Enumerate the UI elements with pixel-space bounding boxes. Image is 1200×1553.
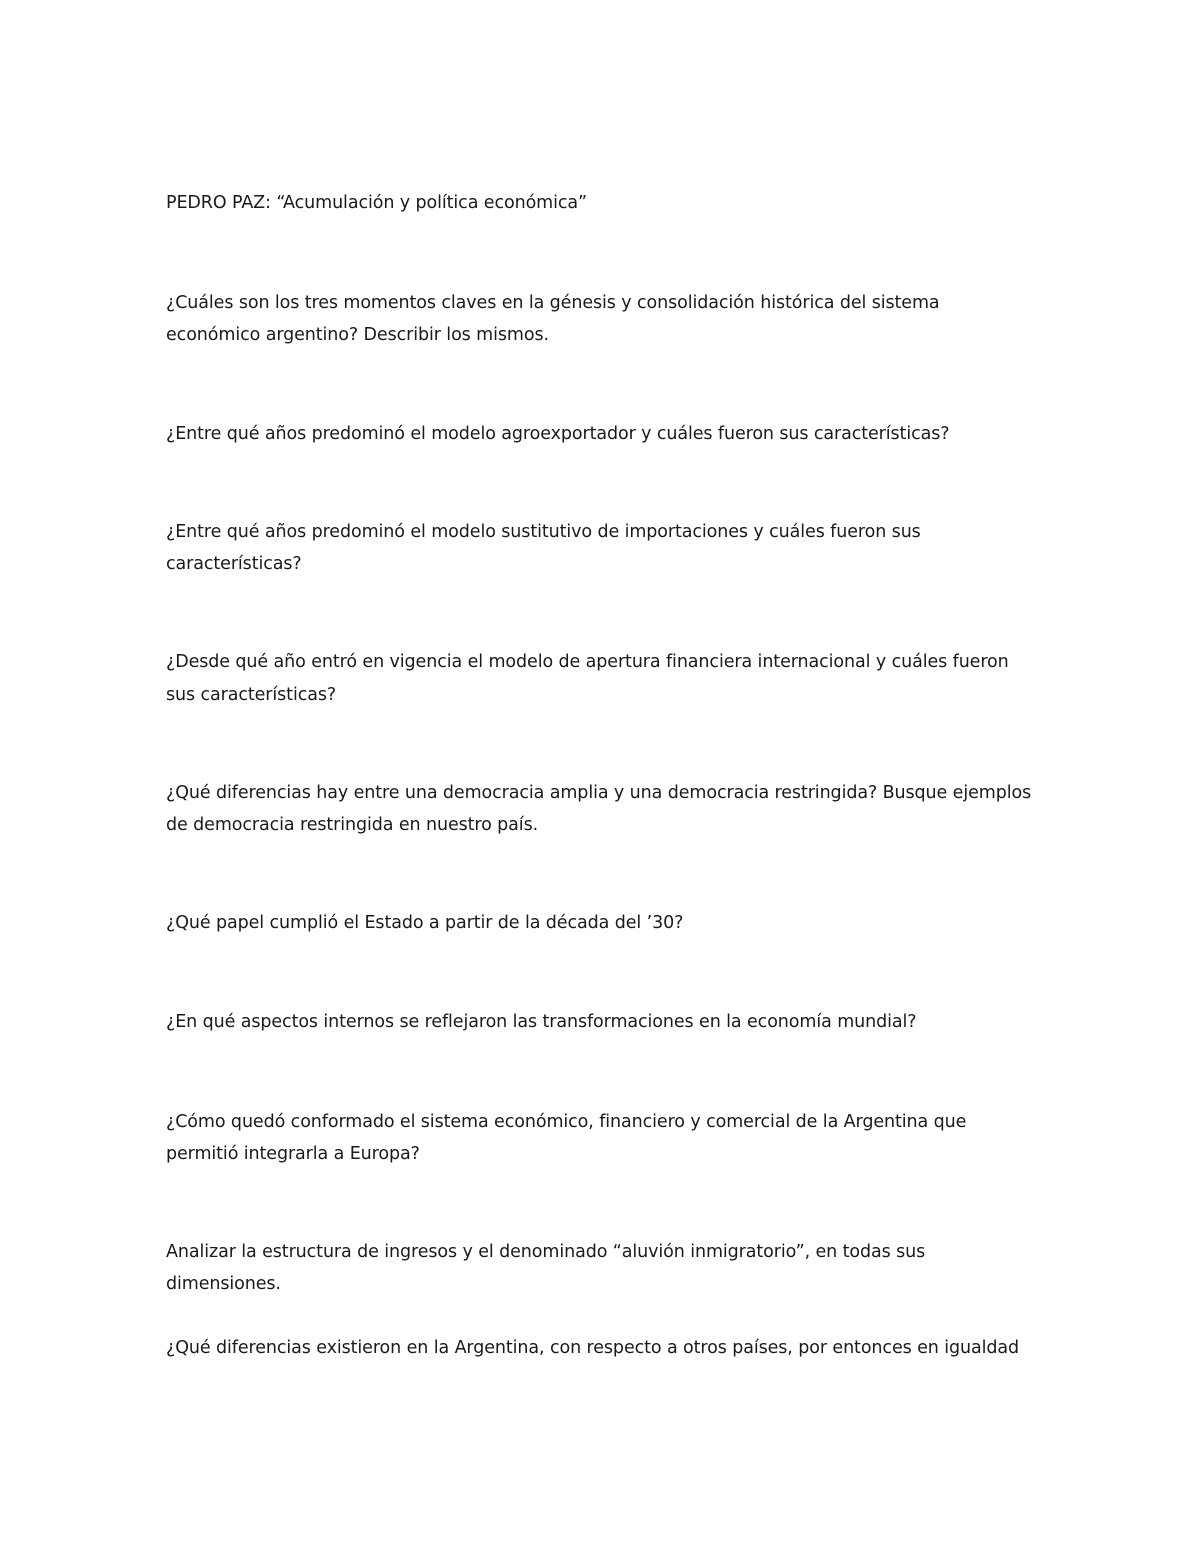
question-1-line-2: económico argentino? Describir los mismos.	[166, 325, 549, 345]
question-8-line-2: permitió integrarla a Europa?	[166, 1144, 420, 1164]
question-4-line-2: sus características?	[166, 685, 337, 705]
question-7-line-1: ¿En qué aspectos internos se reflejaron las transformaciones en la economía mundial?	[166, 1012, 917, 1032]
question-9-line-1: Analizar la estructura de ingresos y el denominado “aluvión inmigratorio”, en todas sus	[166, 1242, 926, 1262]
question-4-line-1: ¿Desde qué año entró en vigencia el modelo de apertura financiera internacional y cuáles fueron	[166, 652, 1009, 672]
question-8-line-1: ¿Cómo quedó conformado el sistema económico, financiero y comercial de la Argentina que	[166, 1112, 967, 1132]
document-title: PEDRO PAZ: “Acumulación y política económica”	[166, 193, 587, 213]
question-3-line-2: características?	[166, 554, 302, 574]
question-5-line-1: ¿Qué diferencias hay entre una democracia amplia y una democracia restringida? Busque ejemplos	[166, 783, 1032, 803]
question-3-line-1: ¿Entre qué años predominó el modelo sustitutivo de importaciones y cuáles fueron sus	[166, 522, 921, 542]
question-1-line-1: ¿Cuáles son los tres momentos claves en la génesis y consolidación histórica del sistema	[166, 293, 940, 313]
question-2-line-1: ¿Entre qué años predominó el modelo agroexportador y cuáles fueron sus características?	[166, 424, 950, 444]
question-6-line-1: ¿Qué papel cumplió el Estado a partir de la década del ’30?	[166, 913, 684, 933]
question-5-line-2: de democracia restringida en nuestro país.	[166, 815, 539, 835]
question-10-line-1: ¿Qué diferencias existieron en la Argentina, con respecto a otros países, por entonces en igualdad	[166, 1338, 1019, 1358]
question-9-line-2: dimensiones.	[166, 1274, 281, 1294]
